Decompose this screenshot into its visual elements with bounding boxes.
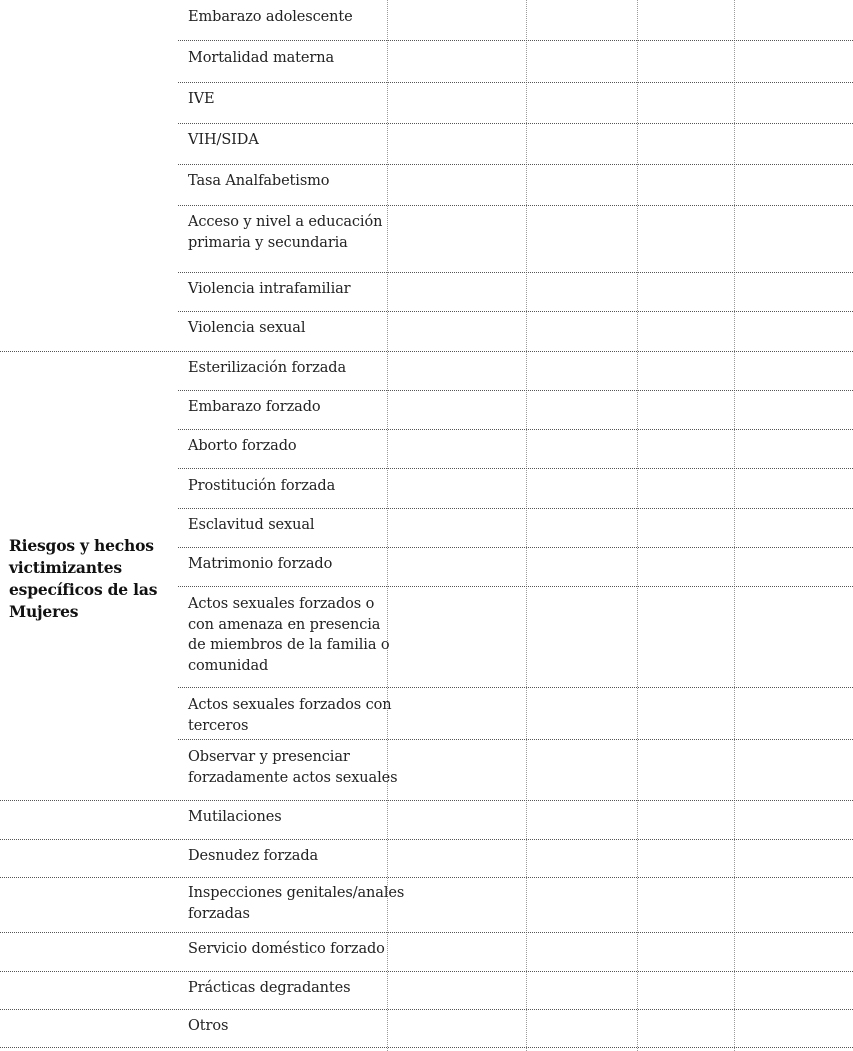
row-label: Mortalidad materna xyxy=(188,50,334,66)
row-separator xyxy=(178,739,853,740)
group-label: Riesgos y hechos victimizantes específicos de las Mujeres xyxy=(9,536,158,621)
column-divider xyxy=(637,0,638,1051)
row-label: Violencia intrafamiliar xyxy=(188,281,351,297)
row-label: Actos sexuales forzados o con amenaza en presencia de miembros de la familia o comunidad xyxy=(188,596,390,674)
row-label: Prácticas degradantes xyxy=(188,980,351,996)
row-label: IVE xyxy=(188,91,215,107)
row-label: Servicio doméstico forzado xyxy=(188,941,385,957)
row-separator xyxy=(178,82,853,83)
row-label: Violencia sexual xyxy=(188,320,306,336)
row-label: VIH/SIDA xyxy=(188,132,259,148)
row-label: Mutilaciones xyxy=(188,809,282,825)
row-label: Esclavitud sexual xyxy=(188,517,315,533)
row-separator xyxy=(0,1009,853,1010)
row-separator xyxy=(0,351,853,352)
row-label: Desnudez forzada xyxy=(188,848,319,864)
row-separator xyxy=(178,586,853,587)
row-separator xyxy=(178,390,853,391)
row-separator xyxy=(178,164,853,165)
row-label: Prostitución forzada xyxy=(188,478,336,494)
row-label: Inspecciones genitales/anales forzadas xyxy=(188,885,405,922)
row-label: Embarazo adolescente xyxy=(188,9,353,25)
row-separator xyxy=(178,468,853,469)
row-label: Tasa Analfabetismo xyxy=(188,173,330,189)
row-label: Esterilización forzada xyxy=(188,360,347,376)
row-label: Embarazo forzado xyxy=(188,399,321,415)
row-separator xyxy=(0,877,853,878)
row-separator xyxy=(178,508,853,509)
row-separator xyxy=(178,272,853,273)
row-separator xyxy=(0,839,853,840)
row-separator xyxy=(0,800,853,801)
row-label: Otros xyxy=(188,1018,229,1034)
row-separator xyxy=(0,932,853,933)
row-separator xyxy=(178,429,853,430)
row-label: Actos sexuales forzados con terceros xyxy=(188,697,392,734)
row-separator xyxy=(178,547,853,548)
row-label: Observar y presenciar forzadamente actos sexuales xyxy=(188,749,398,786)
row-separator xyxy=(178,205,853,206)
row-separator xyxy=(0,1047,853,1048)
row-separator xyxy=(178,311,853,312)
row-separator xyxy=(178,40,853,41)
row-separator xyxy=(178,123,853,124)
row-label: Acceso y nivel a educación primaria y secundaria xyxy=(188,214,383,251)
column-divider xyxy=(734,0,735,1051)
row-label: Aborto forzado xyxy=(188,438,297,454)
row-label: Matrimonio forzado xyxy=(188,556,333,572)
column-divider xyxy=(526,0,527,1051)
row-separator xyxy=(0,971,853,972)
row-separator xyxy=(178,687,853,688)
